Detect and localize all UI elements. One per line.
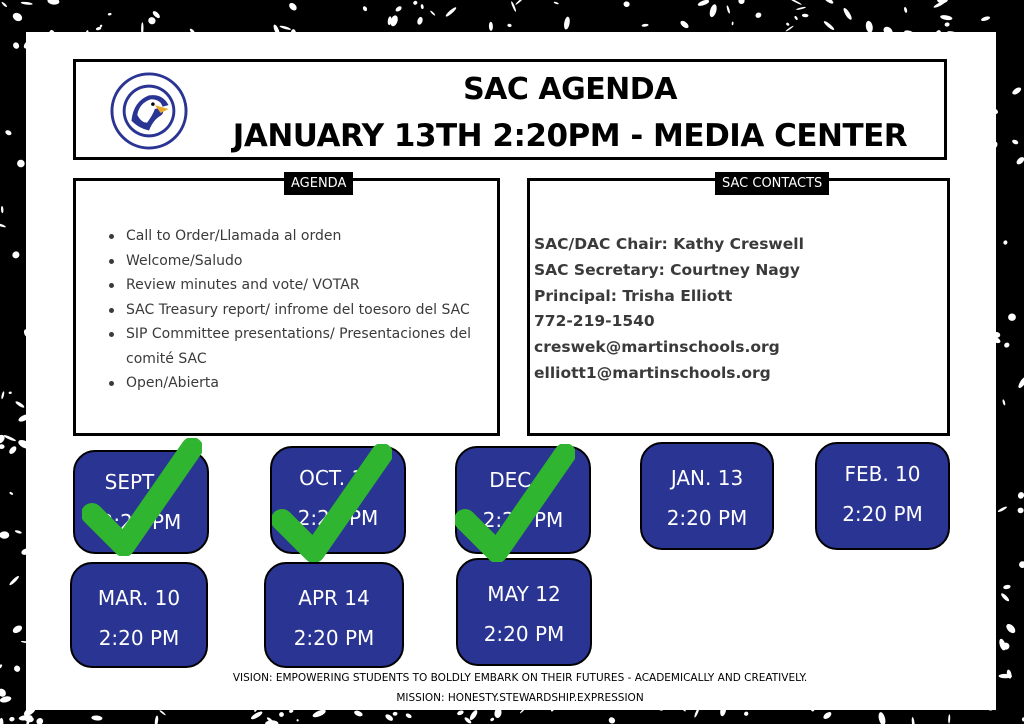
contact-secretary: SAC Secretary: Courtney Nagy <box>534 260 800 279</box>
meeting-time: 2:20 PM <box>297 506 379 530</box>
meeting-date: JAN. 13 <box>670 466 744 490</box>
meeting-date-box <box>264 562 404 668</box>
checkmark-icon <box>272 444 392 562</box>
agenda-item: SIP Committee presentations/ Presentaciones del comité SAC <box>106 322 491 371</box>
meeting-time: 2:20 PM <box>483 622 565 646</box>
page-title: SAC AGENDA <box>463 72 677 107</box>
contact-email-principal[interactable]: elliott1@martinschools.org <box>534 363 771 382</box>
contacts-list <box>534 232 944 387</box>
checkmark-icon <box>82 438 202 556</box>
agenda-item: SAC Treasury report/ infrome del toesoro del SAC <box>106 298 491 323</box>
contact-email-chair[interactable]: creswek@martinschools.org <box>534 338 780 357</box>
mission-statement: MISSION: HONESTY.STEWARDSHIP.EXPRESSION <box>396 692 644 704</box>
meeting-time: 2:20 PM <box>666 506 748 530</box>
contact-phone: 772-219-1540 <box>534 312 655 331</box>
agenda-item: Call to Order/Llamada al orden <box>106 224 491 249</box>
meeting-date: OCT. 14 <box>299 466 377 490</box>
meeting-date-box <box>640 442 774 550</box>
meeting-date: SEPT. 9 <box>104 470 178 494</box>
vision-statement: VISION: EMPOWERING STUDENTS TO BOLDLY EMBARK ON THEIR FUTURES - ACADEMICALLY AND CREATIVELY. <box>232 672 808 684</box>
meeting-time: 2:20 PM <box>842 502 923 526</box>
meeting-time: 2:20 PM <box>100 510 182 534</box>
meeting-date: MAY 12 <box>487 582 561 606</box>
meeting-date: APR 14 <box>298 586 370 610</box>
agenda-list <box>106 224 491 396</box>
contacts-tag: SAC CONTACTS <box>715 172 829 195</box>
meeting-date-box <box>70 562 208 668</box>
meeting-date: DEC. 9 <box>489 468 557 492</box>
agenda-tag: AGENDA <box>284 172 353 195</box>
meeting-date: FEB. 10 <box>844 462 921 486</box>
meeting-date-box <box>456 558 592 666</box>
contact-principal: Principal: Trisha Elliott <box>534 286 733 305</box>
meeting-date: MAR. 10 <box>97 586 181 610</box>
meeting-time: 2:20 PM <box>482 508 564 532</box>
agenda-item: Review minutes and vote/ VOTAR <box>106 273 491 298</box>
checkmark-icon <box>455 444 575 562</box>
meeting-subtitle: JANUARY 13TH 2:20PM - MEDIA CENTER <box>232 118 908 154</box>
meeting-time: 2:20 PM <box>98 626 180 650</box>
agenda-item: Welcome/Saludo <box>106 249 491 274</box>
contact-chair: SAC/DAC Chair: Kathy Creswell <box>534 235 804 253</box>
agenda-item: Open/Abierta <box>106 371 491 396</box>
meeting-date-box <box>815 442 950 550</box>
meeting-time: 2:20 PM <box>293 626 375 650</box>
